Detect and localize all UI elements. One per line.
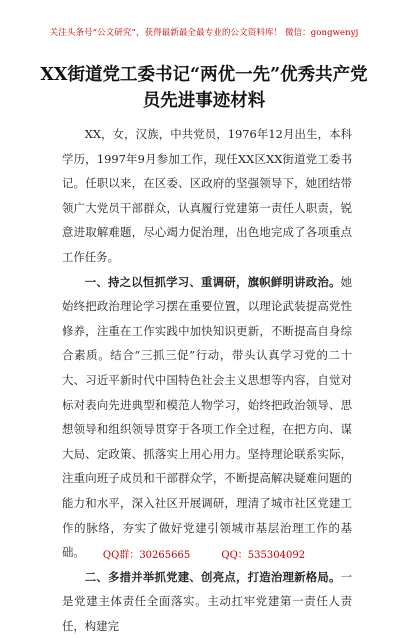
footer-qq: QQ：535304092	[221, 550, 306, 561]
paragraph-section-1	[62, 270, 352, 565]
paragraph-lead: 二、多措并举抓党建、创亮点，打造治理新格局。	[84, 569, 341, 584]
header-note: 关注头条号“公文研究”，获得最新最全最专业的公文资料库！ 微信：gongwenyj	[49, 28, 359, 38]
paragraph-text: 她始终把政治理论学习摆在重要位置，以理论武装提高党性修养，注重在工作实践中加快知识更新，不断提高自身综合素质。结合“三抓三促”行动，带头认真学习党的二十大、习近平新时代中国特色社会主义思想等内容，自觉对标对表向先进典型和模范人物学习，始终把政治领导、思想领导和组织领导贯穿于各项工作全过程，在把方向、谋大局、定政策、抓落实上用心用力。坚持理论联系实际，注重向班子成员和干部群众学，不断提高解决疑难问题的能力和水平，深入社区开展调研，理清了城市社区党建工作的脉络，夯实了做好党建引领城市基层治理工作的基础。	[62, 274, 352, 560]
footer-contact	[0, 546, 408, 561]
document-title: XX街道党工委书记“两优一先”优秀共产党员先进事迹材料	[40, 65, 368, 111]
paragraph-intro	[62, 122, 352, 270]
paragraph-section-2	[62, 565, 352, 638]
paragraph-text: XX，女，汉族，中共党员，1976年12月出生，本科学历，1997年9月参加工作，现任XX区XX街道党工委书记。任职以来，在区委、区政府的坚强领导下，她团结带领广大党员干部群众，认真履行党建第一责任人职责，锐意进取解难题，尽心竭力促治理，出色地完成了各项重点工作任务。	[62, 127, 352, 264]
footer-qq-group: QQ群：30265665	[102, 550, 191, 561]
paragraph-text: 一是党建主体责任全面落实。主动扛牢党建第一责任人责任，构建完	[62, 569, 352, 633]
paragraph-lead: 一、持之以恒抓学习、重调研，旗帜鲜明讲政治。	[84, 274, 341, 289]
